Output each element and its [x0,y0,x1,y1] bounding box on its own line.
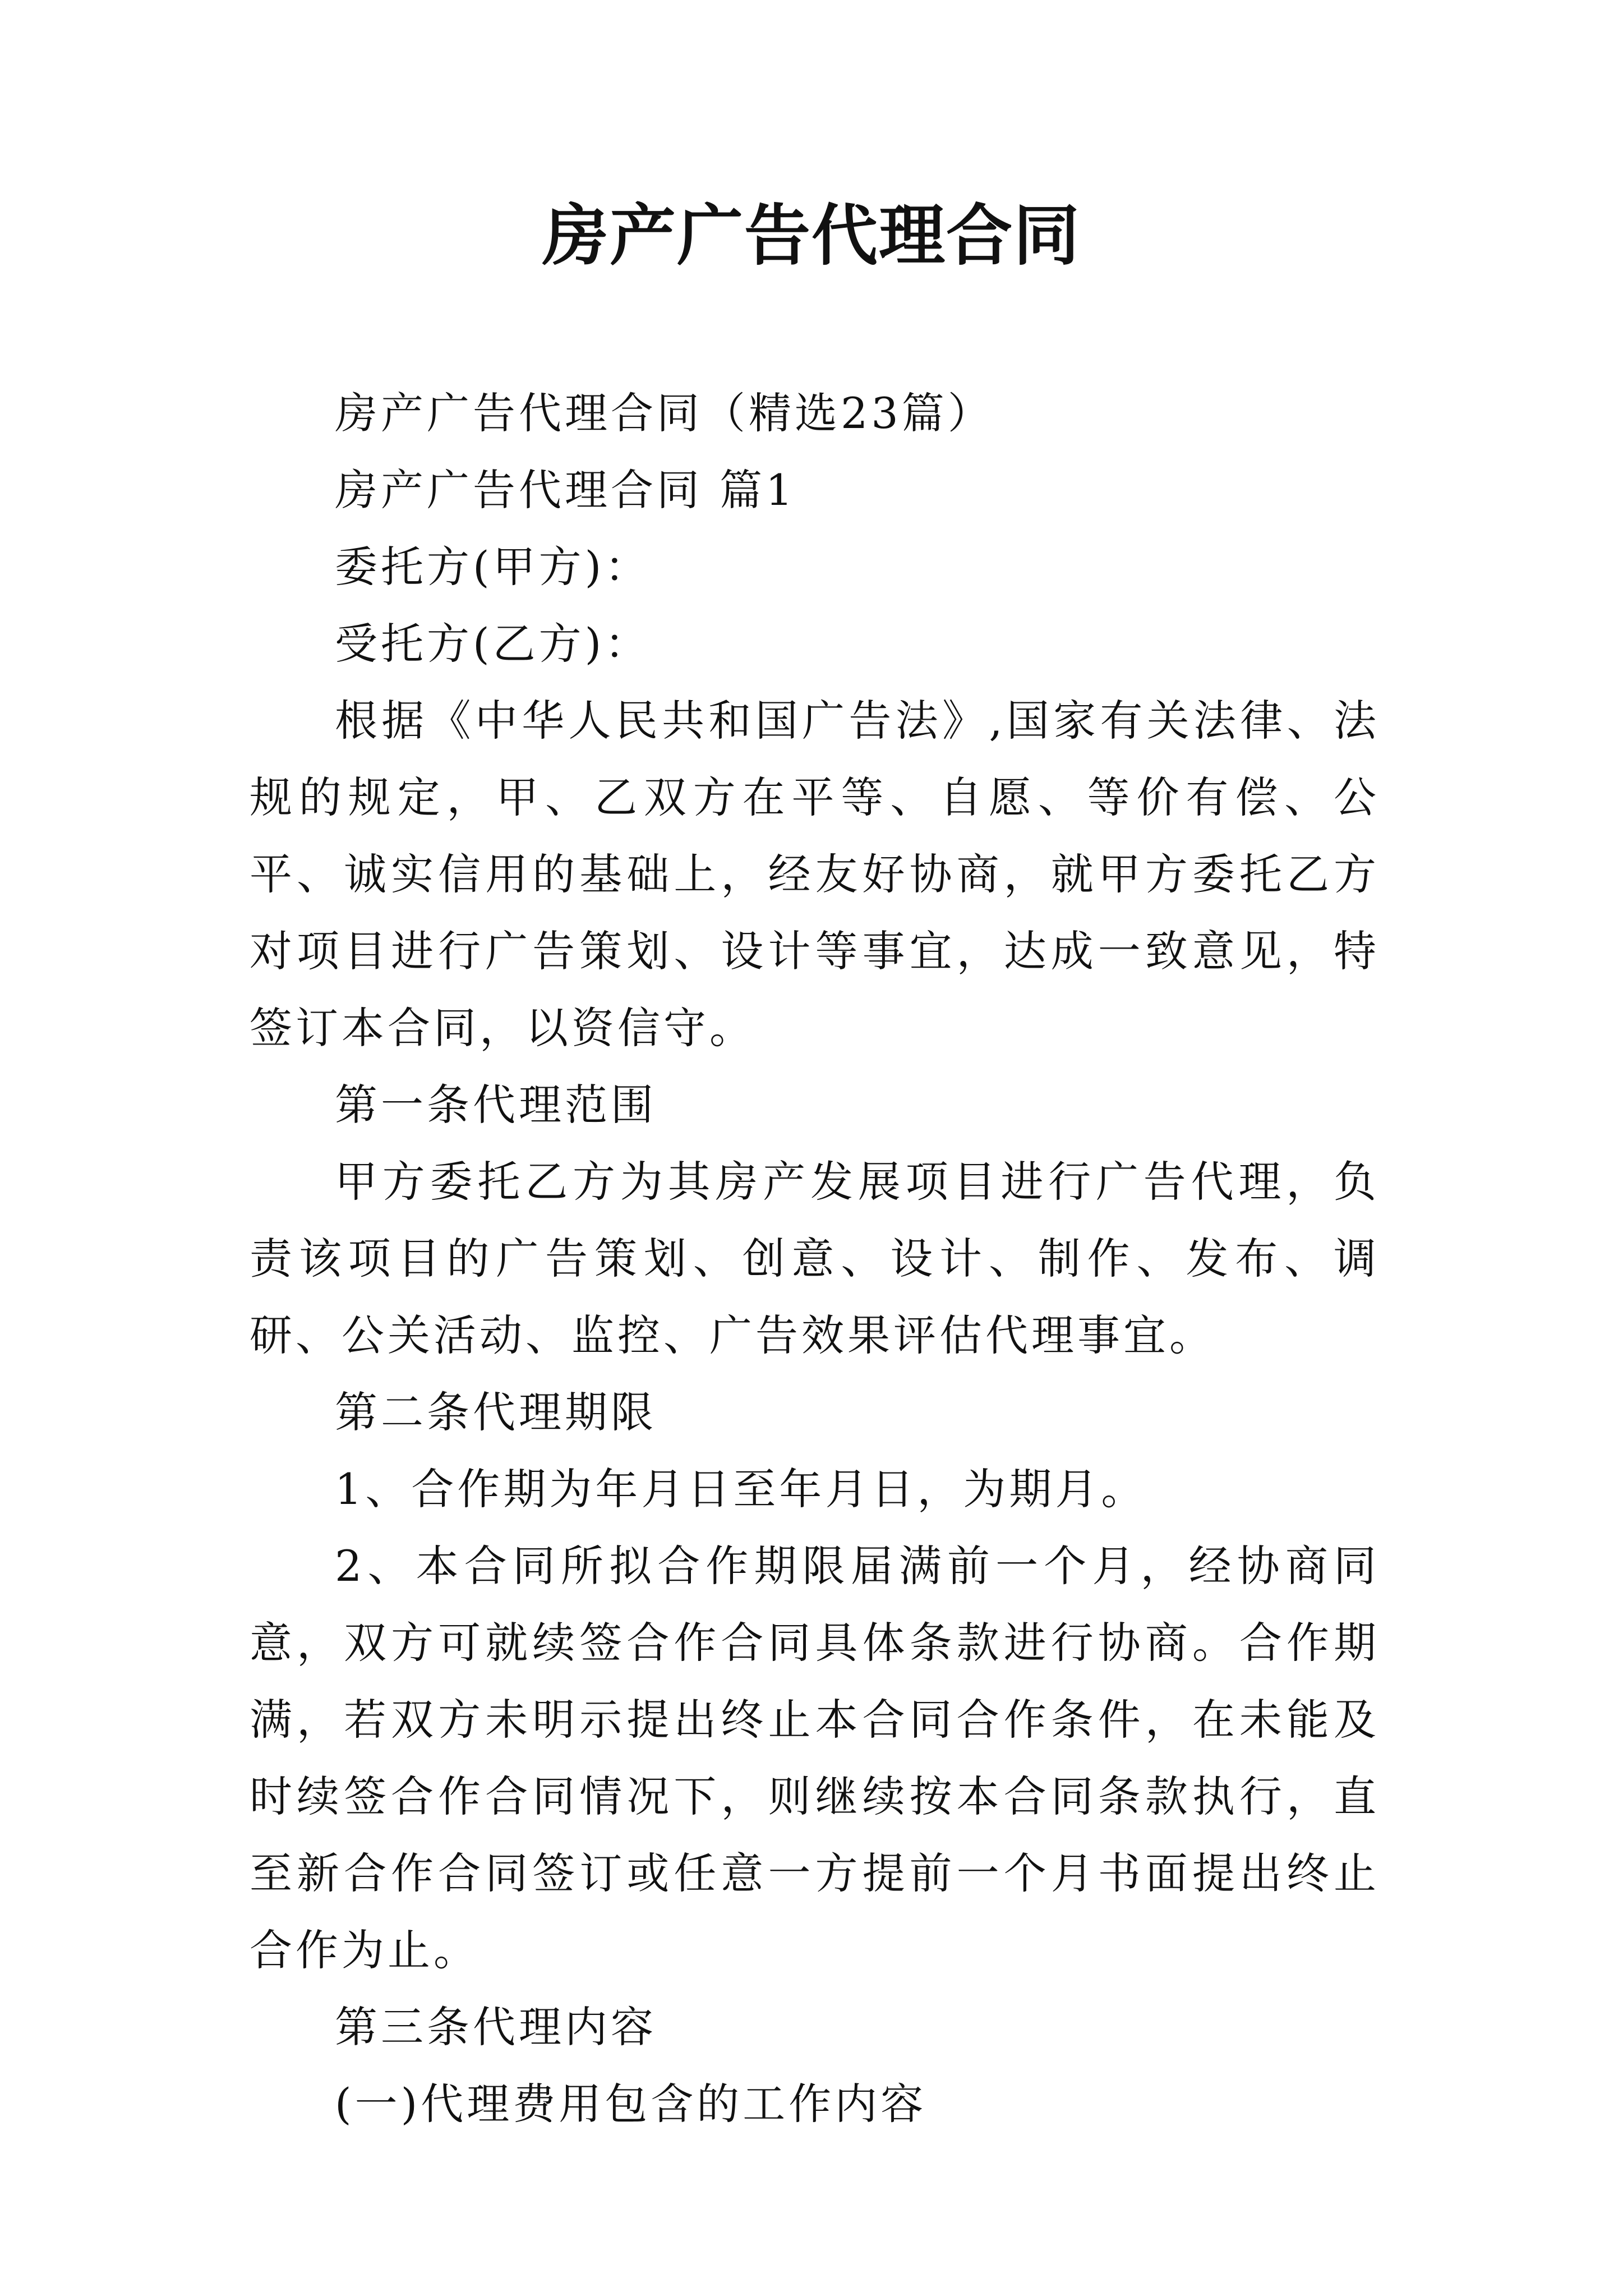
document-body [250,375,1380,2142]
paragraph-preamble: 根据《中华人民共和国广告法》,国家有关法律、法规的规定，甲、乙双方在平等、自愿、等价有偿、公平、诚实信用的基础上，经友好协商，就甲方委托乙方对项目进行广告策划、设计等事宜，达成一致意见，特签订本合同，以资信守。 [250,696,1380,1053]
paragraph-article-2-item-2: 2、本合同所拟合作期限届满前一个月，经协商同意，双方可就续签合作合同具体条款进行协商。合作期满，若双方未明示提出终止本合同合作条件，在未能及时续签合作合同情况下，则继续按本合同条款执行，直至新合作合同签订或任意一方提前一个月书面提出终止合作为止。 [250,1541,1380,1975]
document-title: 房产广告代理合同 [542,196,1081,274]
paragraph-article-3-heading: 第三条代理内容 [335,2002,657,2052]
paragraph-party-b: 受托方(乙方)： [335,619,651,669]
paragraph-part-heading: 房产广告代理合同 篇1 [335,465,796,515]
paragraph-article-2-heading: 第二条代理期限 [335,1387,657,1437]
paragraph-article-3-subheading: (一)代理费用包含的工作内容 [335,2079,927,2129]
paragraph-article-1-heading: 第一条代理范围 [335,1080,657,1130]
paragraph-party-a: 委托方(甲方)： [335,542,651,592]
paragraph-article-1-body: 甲方委托乙方为其房产发展项目进行广告代理，负责该项目的广告策划、创意、设计、制作、发布、调研、公关活动、监控、广告效果评估代理事宜。 [250,1157,1380,1360]
paragraph-collection-title: 房产广告代理合同（精选23篇） [335,388,994,438]
paragraph-article-2-item-1: 1、合作期为年月日至年月日，为期月。 [335,1464,1147,1514]
